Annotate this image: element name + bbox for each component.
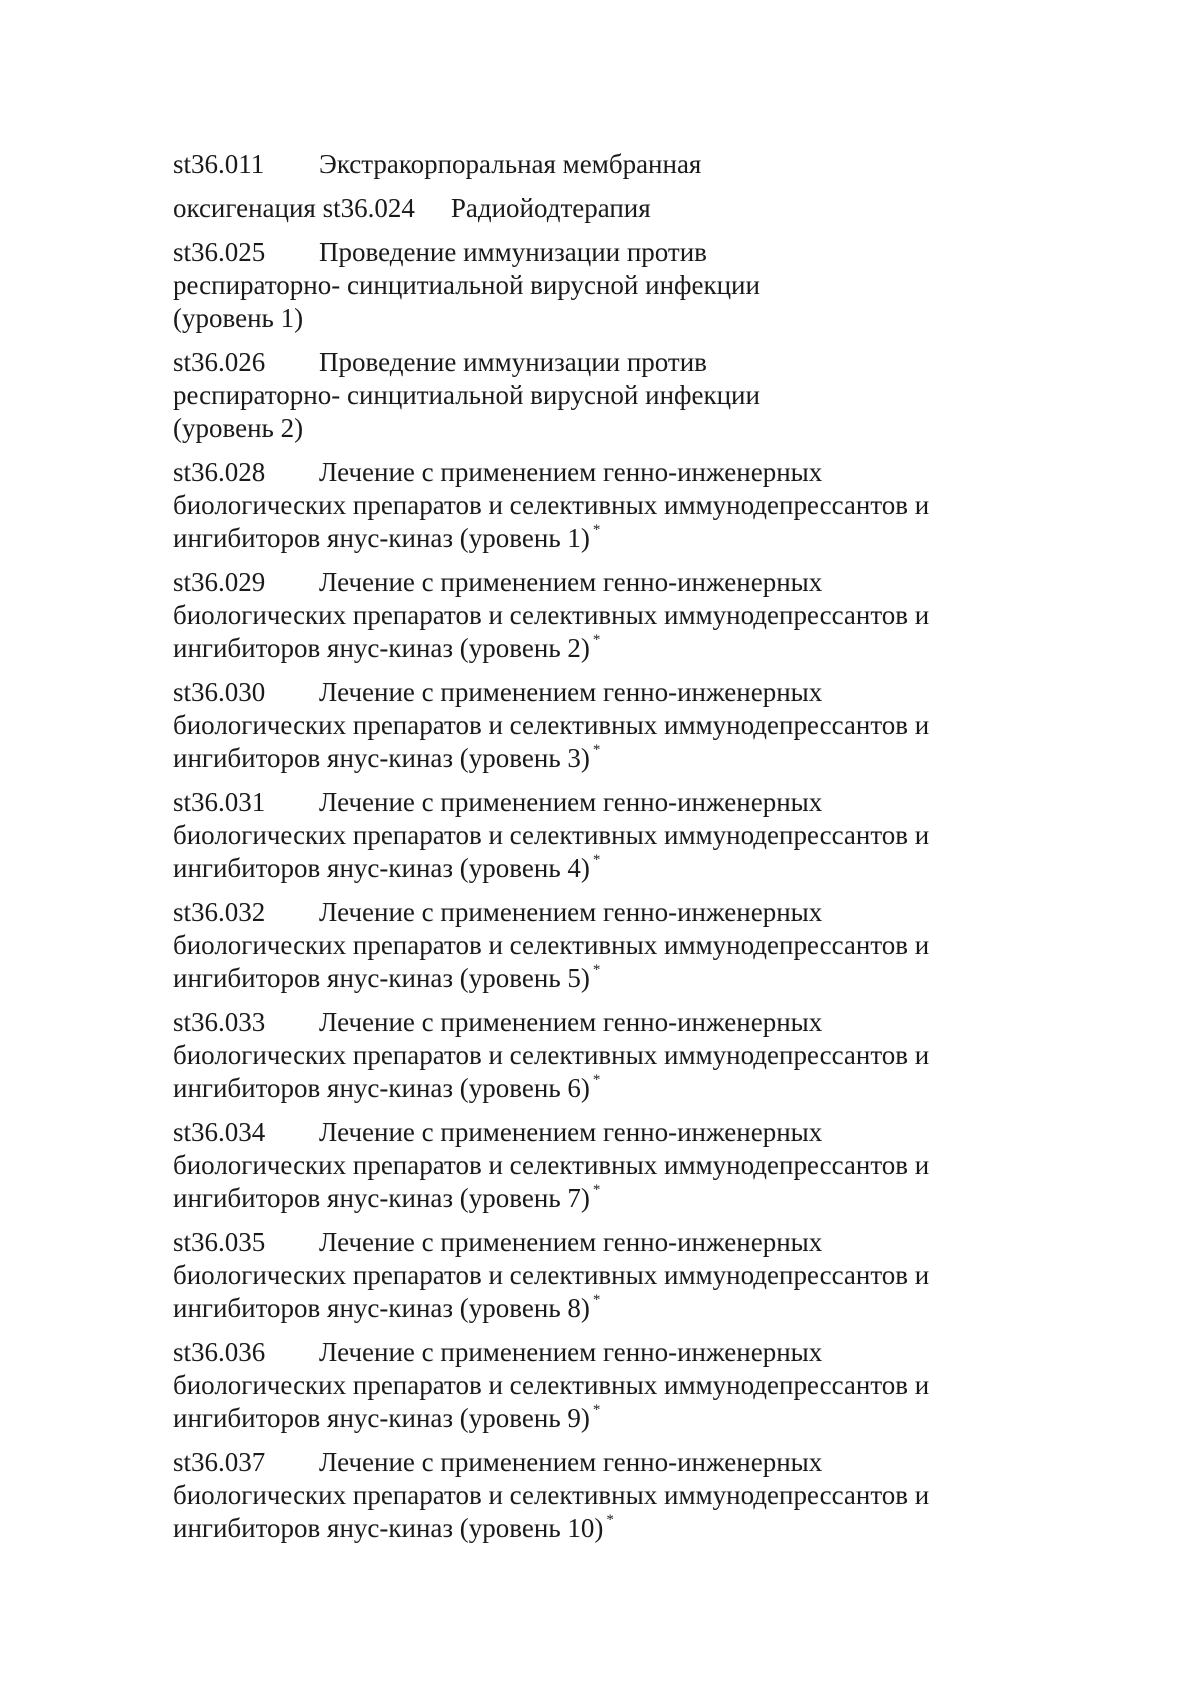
entry-text: Лечение с применением генно-инженерных (319, 677, 823, 707)
text-line (173, 1402, 1033, 1435)
text-line (173, 929, 1033, 962)
text-line (173, 1072, 1033, 1105)
text-line (173, 1006, 1033, 1039)
entry-text: биологических препаратов и селективных иммунодепрессантов и (173, 600, 930, 630)
entry-code: st36.026 (173, 347, 266, 377)
footnote-marker: * (606, 1512, 614, 1528)
entry-text: Проведение иммунизации против (319, 347, 707, 377)
entry-text: (уровень 1) (173, 303, 304, 333)
entry-code: st36.011 (173, 149, 265, 179)
entry-code: st36.034 (173, 1117, 266, 1147)
entry-text: ингибиторов янус-киназ (уровень 5) (173, 963, 590, 993)
text-line (173, 269, 1033, 302)
list-item (173, 566, 1033, 665)
entry-text: ингибиторов янус-киназ (уровень 4) (173, 853, 590, 883)
text-line (173, 236, 1033, 269)
entry-text: Лечение с применением генно-инженерных (319, 567, 823, 597)
document-page (173, 148, 1033, 1556)
entry-code: st36.025 (173, 237, 266, 267)
text-line (173, 192, 1033, 225)
footnote-marker: * (592, 1402, 601, 1418)
entry-code: st36.028 (173, 457, 266, 487)
entry-text: Лечение с применением генно-инженерных (319, 457, 823, 487)
list-item (173, 1336, 1033, 1435)
entry-text: Лечение с применением генно-инженерных (319, 1227, 823, 1257)
list-item (173, 1446, 1033, 1545)
entry-code: st36.037 (173, 1447, 266, 1477)
list-item (173, 1226, 1033, 1325)
entry-text: биологических препаратов и селективных иммунодепрессантов и (173, 820, 930, 850)
entry-text: биологических препаратов и селективных иммунодепрессантов и (173, 930, 930, 960)
entry-code: st36.033 (173, 1007, 266, 1037)
text-line (173, 1149, 1033, 1182)
text-line (173, 1292, 1033, 1325)
entry-text: Лечение с применением генно-инженерных (319, 1007, 823, 1037)
list-item (173, 676, 1033, 775)
entry-text: Лечение с применением генно-инженерных (319, 1337, 823, 1367)
list-item (173, 1006, 1033, 1105)
text-line (173, 1479, 1033, 1512)
entry-text: Лечение с применением генно-инженерных (319, 787, 823, 817)
text-line (173, 786, 1033, 819)
text-line (173, 302, 1033, 335)
entry-text: респираторно- синцитиальной вирусной инфекции (173, 380, 760, 410)
text-line (173, 896, 1033, 929)
entry-text: биологических препаратов и селективных иммунодепрессантов и (173, 1370, 930, 1400)
footnote-marker: * (592, 962, 601, 978)
text-line (173, 1446, 1033, 1479)
text-line (173, 709, 1033, 742)
text-line (173, 632, 1033, 665)
list-item (173, 456, 1033, 555)
entry-text: Лечение с применением генно-инженерных (319, 897, 823, 927)
entry-text: биологических препаратов и селективных иммунодепрессантов и (173, 710, 930, 740)
text-line (173, 148, 1033, 181)
entry-text: Радиойодтерапия (450, 193, 651, 223)
entry-text: ингибиторов янус-киназ (уровень 7) (173, 1183, 590, 1213)
entry-text: Экстракорпоральная мембранная (319, 149, 702, 179)
text-line (173, 522, 1033, 555)
footnote-marker: * (592, 1182, 601, 1198)
footnote-marker: * (592, 742, 601, 758)
text-line (173, 1116, 1033, 1149)
footnote-marker: * (592, 632, 601, 648)
text-line (173, 1182, 1033, 1215)
text-line (173, 1259, 1033, 1292)
text-line (173, 566, 1033, 599)
entry-list (173, 148, 1033, 1545)
entry-text: ингибиторов янус-киназ (уровень 3) (173, 743, 590, 773)
text-line (173, 489, 1033, 522)
entry-text: ингибиторов янус-киназ (уровень 2) (173, 633, 590, 663)
entry-code: st36.031 (173, 787, 266, 817)
text-line (173, 599, 1033, 632)
text-line (173, 1226, 1033, 1259)
footnote-marker: * (592, 1292, 601, 1308)
footnote-marker: * (592, 852, 601, 868)
entry-text: Лечение с применением генно-инженерных (319, 1447, 823, 1477)
text-line (173, 1336, 1033, 1369)
entry-text: ингибиторов янус-киназ (уровень 9) (173, 1403, 590, 1433)
text-line (173, 676, 1033, 709)
entry-text: Проведение иммунизации против (319, 237, 707, 267)
entry-text: биологических препаратов и селективных иммунодепрессантов и (173, 1260, 930, 1290)
text-line (173, 1369, 1033, 1402)
text-line (173, 412, 1033, 445)
text-line (173, 852, 1033, 885)
text-line (173, 742, 1033, 775)
text-line (173, 456, 1033, 489)
entry-text: (уровень 2) (173, 413, 304, 443)
entry-text: ингибиторов янус-киназ (уровень 6) (173, 1073, 590, 1103)
entry-code: st36.036 (173, 1337, 266, 1367)
text-line (173, 1039, 1033, 1072)
text-line (173, 1512, 1033, 1545)
footnote-marker: * (592, 1072, 601, 1088)
text-line (173, 379, 1033, 412)
entry-code: st36.032 (173, 897, 266, 927)
text-line (173, 346, 1033, 379)
entry-code: st36.035 (173, 1227, 266, 1257)
text-line (173, 962, 1033, 995)
entry-text: ингибиторов янус-киназ (уровень 8) (173, 1293, 590, 1323)
entry-code: st36.030 (173, 677, 266, 707)
list-item (173, 192, 1033, 225)
entry-text: биологических препаратов и селективных иммунодепрессантов и (173, 1150, 930, 1180)
text-line (173, 819, 1033, 852)
entry-text: ингибиторов янус-киназ (уровень 10) (173, 1513, 604, 1543)
entry-text: ингибиторов янус-киназ (уровень 1) (173, 523, 590, 553)
list-item (173, 786, 1033, 885)
list-item (173, 236, 1033, 335)
list-item (173, 148, 1033, 181)
entry-text: биологических препаратов и селективных иммунодепрессантов и (173, 1040, 930, 1070)
footnote-marker: * (592, 522, 601, 538)
entry-text: биологических препаратов и селективных иммунодепрессантов и (173, 1480, 930, 1510)
entry-text: биологических препаратов и селективных иммунодепрессантов и (173, 490, 930, 520)
entry-text: Лечение с применением генно-инженерных (319, 1117, 823, 1147)
list-item (173, 1116, 1033, 1215)
entry-code: st36.029 (173, 567, 266, 597)
entry-text: респираторно- синцитиальной вирусной инфекции (173, 270, 760, 300)
entry-text: оксигенация st36.024 (173, 193, 415, 223)
list-item (173, 346, 1033, 445)
list-item (173, 896, 1033, 995)
